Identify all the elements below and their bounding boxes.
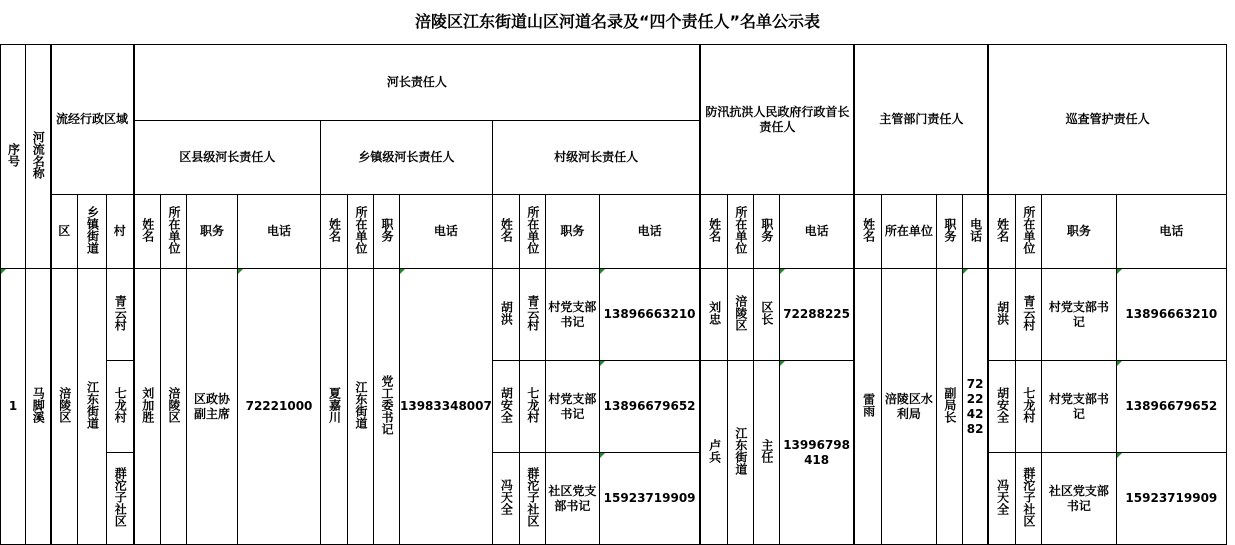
header-village-position: 职务 [545, 195, 599, 269]
header-town-phone: 电话 [400, 195, 493, 269]
header-dept-phone: 电话 [962, 195, 988, 269]
header-patrol-phone: 电话 [1116, 195, 1226, 269]
header-dept-name: 姓名 [854, 195, 881, 269]
header-village-level: 村级河长责任人 [492, 121, 700, 195]
cell-flood-position: 区长 [753, 269, 779, 361]
header-patrol-name: 姓名 [988, 195, 1015, 269]
header-county-position: 职务 [187, 195, 238, 269]
header-village-unit: 所在单位 [519, 195, 545, 269]
cell-river: 马脚溪 [26, 269, 51, 545]
cell-patrol-position: 村党支部书记 [1041, 361, 1116, 453]
responsibility-table [0, 44, 1227, 545]
cell-patrol-unit: 群沱子社区 [1015, 453, 1041, 545]
cell-flood-position: 主任 [753, 361, 779, 545]
header-county-name: 姓名 [134, 195, 161, 269]
cell-patrol-name: 冯天全 [988, 453, 1015, 545]
header-patrol-group: 巡查管护责任人 [988, 45, 1226, 195]
header-river-chief-group: 河长责任人 [134, 45, 701, 121]
header-village-name: 姓名 [492, 195, 519, 269]
cell-patrol-unit: 青云村 [1015, 269, 1041, 361]
page-title: 涪陵区江东街道山区河道名录及“四个责任人”名单公示表 [414, 12, 821, 31]
cell-patrol-position: 村党支部书记 [1041, 269, 1116, 361]
cell-village: 七龙村 [107, 361, 134, 453]
cell-dept-unit: 涪陵区水利局 [881, 269, 936, 545]
cell-patrol-phone: 13896679652 [1116, 361, 1226, 453]
cell-village-chief-unit: 群沱子社区 [519, 453, 545, 545]
header-town-unit: 所在单位 [348, 195, 374, 269]
cell-town-position: 党工委书记 [374, 269, 400, 545]
cell-dept-name: 雷雨 [854, 269, 881, 545]
header-dept-position: 职务 [936, 195, 962, 269]
header-flood-position: 职务 [753, 195, 779, 269]
header-county-phone: 电话 [238, 195, 321, 269]
header-town-name: 姓名 [321, 195, 348, 269]
cell-flood-unit: 涪陵区 [727, 269, 753, 361]
header-patrol-unit: 所在单位 [1015, 195, 1041, 269]
cell-village: 群沱子社区 [107, 453, 134, 545]
cell-seq: 1 [1, 269, 26, 545]
cell-county-name: 刘加胜 [134, 269, 161, 545]
header-patrol-position: 职务 [1041, 195, 1116, 269]
cell-village-chief-name: 胡安全 [492, 361, 519, 453]
header-county-unit: 所在单位 [161, 195, 187, 269]
header-flood-name: 姓名 [700, 195, 727, 269]
header-county-level: 区县级河长责任人 [134, 121, 321, 195]
cell-town-unit: 江东街道 [348, 269, 374, 545]
header-flood-group: 防汛抗洪人民政府行政首长责任人 [700, 45, 854, 195]
cell-village-chief-position: 村党支部书记 [545, 269, 599, 361]
header-village: 村 [107, 195, 134, 269]
header-dept-unit: 所在单位 [881, 195, 936, 269]
header-dept-group: 主管部门责任人 [854, 45, 988, 195]
header-region-group: 流经行政区域 [51, 45, 134, 195]
cell-dept-position: 副局长 [936, 269, 962, 545]
cell-patrol-name: 胡安全 [988, 361, 1015, 453]
cell-town-name: 夏嘉川 [321, 269, 348, 545]
cell-village-chief-unit: 七龙村 [519, 361, 545, 453]
cell-patrol-name: 胡洪 [988, 269, 1015, 361]
cell-village-chief-phone: 13896663210 [599, 269, 700, 361]
cell-patrol-position: 社区党支部书记 [1041, 453, 1116, 545]
cell-flood-name: 刘忠 [700, 269, 727, 361]
cell-county-position: 区政协副主席 [187, 269, 238, 545]
cell-patrol-unit: 七龙村 [1015, 361, 1041, 453]
cell-village-chief-unit: 青云村 [519, 269, 545, 361]
cell-town-phone: 13983348007 [400, 269, 493, 545]
header-town-level: 乡镇级河长责任人 [321, 121, 493, 195]
cell-county-unit: 涪陵区 [161, 269, 187, 545]
cell-village: 青云村 [107, 269, 134, 361]
cell-patrol-phone: 15923719909 [1116, 453, 1226, 545]
cell-village-chief-phone: 15923719909 [599, 453, 700, 545]
header-river-name: 河流名称 [26, 45, 51, 269]
table-row [1, 269, 1227, 361]
header-town-position: 职务 [374, 195, 400, 269]
cell-village-chief-name: 冯天全 [492, 453, 519, 545]
header-flood-phone: 电话 [779, 195, 854, 269]
cell-flood-phone: 72288225 [779, 269, 854, 361]
cell-county-phone: 72221000 [238, 269, 321, 545]
cell-flood-phone: 13996798418 [779, 361, 854, 545]
cell-flood-name: 卢兵 [700, 361, 727, 545]
cell-village-chief-position: 社区党支部书记 [545, 453, 599, 545]
header-seq: 序号 [1, 45, 26, 269]
cell-village-chief-position: 村党支部书记 [545, 361, 599, 453]
cell-village-chief-name: 胡洪 [492, 269, 519, 361]
header-flood-unit: 所在单位 [727, 195, 753, 269]
cell-district: 涪陵区 [51, 269, 78, 545]
cell-street: 江东街道 [78, 269, 107, 545]
cell-dept-phone: 72224282 [962, 269, 988, 545]
header-village-phone: 电话 [599, 195, 700, 269]
cell-flood-unit: 江东街道 [727, 361, 753, 545]
header-town-street: 乡镇街道 [78, 195, 107, 269]
cell-patrol-phone: 13896663210 [1116, 269, 1226, 361]
cell-village-chief-phone: 13896679652 [599, 361, 700, 453]
header-district: 区 [51, 195, 78, 269]
